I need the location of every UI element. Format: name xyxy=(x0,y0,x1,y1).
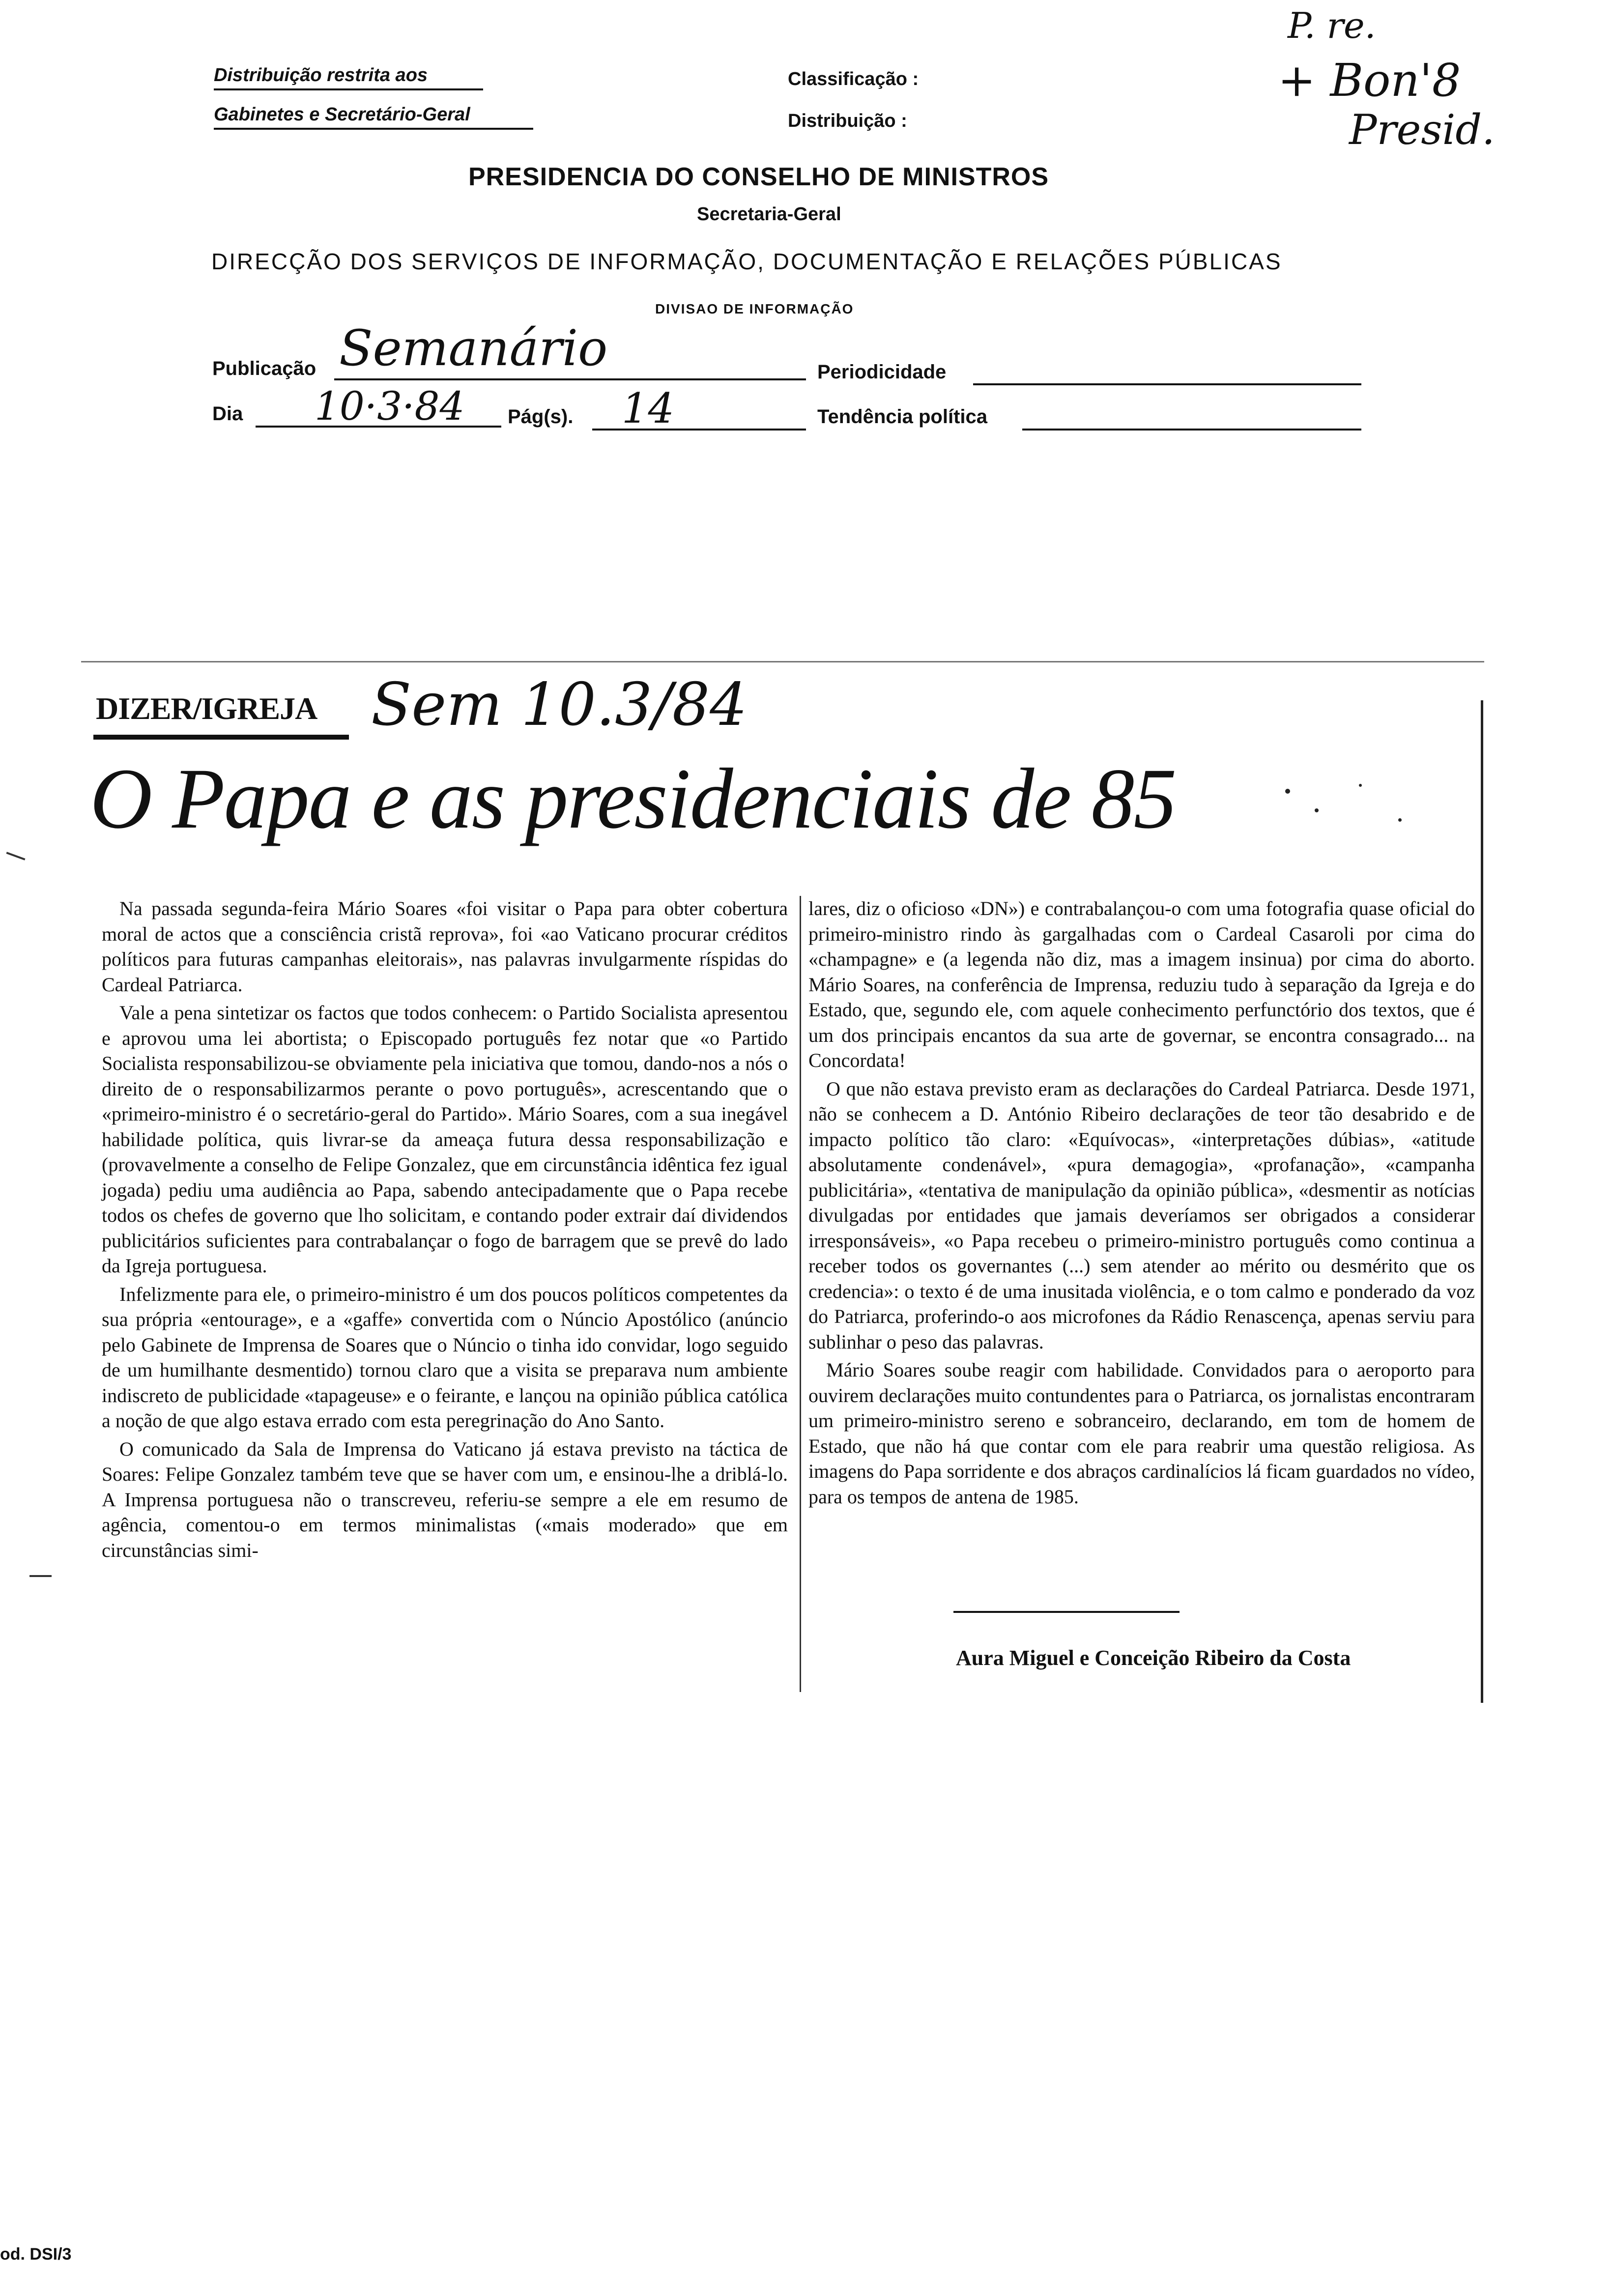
distribuicao-label: Distribuição : xyxy=(788,111,907,131)
paragraph: Infelizmente para ele, o primeiro-ministro é um dos poucos políticos competentes da sua própria «entourage», e a «gaffe» convertida com o Núncio Apostólico (anúncio pelo Gabinete de Imprensa de Soares que o Núncio o tinha ido convidar, logo seguido de um humilhante desmentido) tornou claro que a visita se preparava num ambiente indiscreto de publicidade «tapageuse» e o feirante, e lançou na opinião pública católica a noção de que algo estava errado com esta peregrinação do Ano Santo. xyxy=(102,1283,788,1432)
direccao-heading: DIRECÇÃO DOS SERVIÇOS DE INFORMAÇÃO, DOCUMENTAÇÃO E RELAÇÕES PÚBLICAS xyxy=(211,249,1282,274)
section-kicker: DIZER/IGREJA xyxy=(96,691,317,726)
handwritten-note-line3: Presid. xyxy=(1349,106,1495,154)
publicacao-line xyxy=(334,378,806,380)
byline: Aura Miguel e Conceição Ribeiro da Costa xyxy=(956,1646,1351,1670)
publicacao-label: Publicação xyxy=(212,358,317,379)
scan-speck xyxy=(1315,808,1319,812)
organization-title: PRESIDENCIA DO CONSELHO DE MINISTROS xyxy=(468,163,1049,191)
publicacao-handwritten: Semanário xyxy=(339,319,608,377)
divisao-heading: DIVISAO DE INFORMAÇÃO xyxy=(655,301,854,316)
clip-right-edge xyxy=(1481,700,1483,1703)
periodicidade-line xyxy=(973,383,1361,385)
dia-handwritten: 10·3·84 xyxy=(315,383,465,429)
paragraph: Mário Soares soube reagir com habilidade. Convidados para o aeroporto para ouvirem declarações muito contundentes para o Patriarca, os jornalistas encontraram um primeiro-ministro sereno e sobranceiro, declarando, em tom de homem de Estado, que não há que contar com ele para reabrir uma questão religiosa. As imagens do Papa sorridente e dos abraços cardinalícios lá ficam guardados no vídeo, para os tempos de antena de 1985. xyxy=(808,1359,1475,1508)
form-code: od. DSI/3 xyxy=(0,2245,72,2264)
scan-speck xyxy=(1359,784,1362,787)
distribution-recipients: Gabinetes e Secretário-Geral xyxy=(214,104,470,125)
newspaper-clipping xyxy=(81,661,1484,1700)
distribution-restricted: Distribuição restrita aos xyxy=(214,65,428,86)
handwritten-note-line2: + Bon'8 xyxy=(1278,54,1461,107)
byline-rule xyxy=(953,1611,1180,1613)
secretaria-geral: Secretaria-Geral xyxy=(697,204,841,225)
headline: O Papa e as presidenciais de 85 xyxy=(90,751,1176,847)
kicker-rule xyxy=(93,735,349,740)
handwritten-note-line1: P. re. xyxy=(1288,5,1376,46)
clipping-handwritten-date: Sem 10.3/84 xyxy=(371,671,748,739)
scan-speck xyxy=(1398,818,1402,822)
margin-mark xyxy=(6,852,26,860)
column-divider xyxy=(800,896,801,1692)
paragraph: Vale a pena sintetizar os factos que todos conhecem: o Partido Socialista apresentou e aprovou uma lei abortista; o Episcopado português fez notar que «o Partido Socialista responsabilizou-se obviamente pela iniciativa que tomou, dando-nos a nós o direito de o responsabilizarmos perante o povo português», acrescentando que o «primeiro-ministro é o secretário-geral do Partido». Mário Soares, com a sua inegável habilidade política, quis livrar-se da ameaça futura dessa responsabilização e (provavelmente a conselho de Felipe Gonzalez, que em circunstância idêntica fez igual jogada) pediu uma audiência ao Papa, sabendo antecipadamente que o Papa recebe todos os chefes de governo que lho solicitam, e contando poder extrair daí dividendos publicitários suficientes para contrabalançar o fogo de barragem que se prevê do lado da Igreja portuguesa. xyxy=(102,1002,788,1277)
pag-handwritten: 14 xyxy=(622,384,674,432)
article-left-column xyxy=(102,896,788,1563)
paragraph: lares, diz o oficioso «DN») e contrabalançou-o com uma fotografia quase oficial do primeiro-ministro rindo às gargalhadas com o Cardeal Casaroli por cima do «champagne» e (a legenda não diz, mas a imagem insinua) por cima do aborto. Mário Soares, na conferência de Imprensa, reduziu tudo à separação da Igreja e do Estado, que, segundo ele, com aquele conhecimento perfunctório dos textos, que é um dos principais encantos da sua arte de governar, se encontra consagrado... na Concordata! xyxy=(808,897,1475,1071)
classificacao-label: Classificação : xyxy=(788,69,919,89)
article-right-column xyxy=(808,896,1475,1509)
distribution-underline-1 xyxy=(214,88,483,90)
distribution-underline-2 xyxy=(214,128,533,130)
tendencia-label: Tendência política xyxy=(817,406,987,428)
paragraph: Na passada segunda-feira Mário Soares «foi visitar o Papa para obter cobertura moral de actos que a consciência cristã reprova», foi «ao Vaticano procurar créditos políticos para futuras campanhas eleitorais», nas palavras invulgarmente ríspidas do Cardeal Patriarca. xyxy=(102,897,788,996)
dia-label: Dia xyxy=(212,403,243,425)
tendencia-line xyxy=(1022,429,1361,430)
clip-top-edge xyxy=(81,661,1484,662)
paragraph: O comunicado da Sala de Imprensa do Vaticano já estava previsto na táctica de Soares: Felipe Gonzalez também teve que se haver com um, e ensinou-lhe a driblá-lo. A Imprensa portuguesa não o transcreveu, referiu-se sempre a ele em resumo de agência, comentou-o em termos minimalistas («mais moderado» que em circunstâncias simi- xyxy=(102,1437,788,1561)
periodicidade-label: Periodicidade xyxy=(817,361,947,383)
scan-speck xyxy=(1285,789,1290,794)
paragraph: O que não estava previsto eram as declarações do Cardeal Patriarca. Desde 1971, não se conhecem a D. António Ribeiro declarações de teor tão desabrido e de impacto político tão claro: «Equívocas», «interpretações dúbias», «atitude absolutamente condenável», «pura demagogia», «profanação», «campanha publicitária», «tentativa de manipulação da opinião pública», «desmentir as notícias divulgadas por entidades que jamais deveríamos ser obrigados a considerar irresponsáveis», «o Papa recebeu o primeiro-ministro português como continua a receber todos os governantes (...) sem atender ao mérito ou desmérito que os credencia»: o texto é de uma inusitada violência, e o tom calmo e ponderado da voz do Patriarca, proferindo-o aos microfones da Rádio Renascença, apenas serviu para sublinhar o peso das palavras. xyxy=(808,1077,1475,1353)
margin-mark-2 xyxy=(29,1575,52,1577)
pag-label: Pág(s). xyxy=(508,406,574,428)
